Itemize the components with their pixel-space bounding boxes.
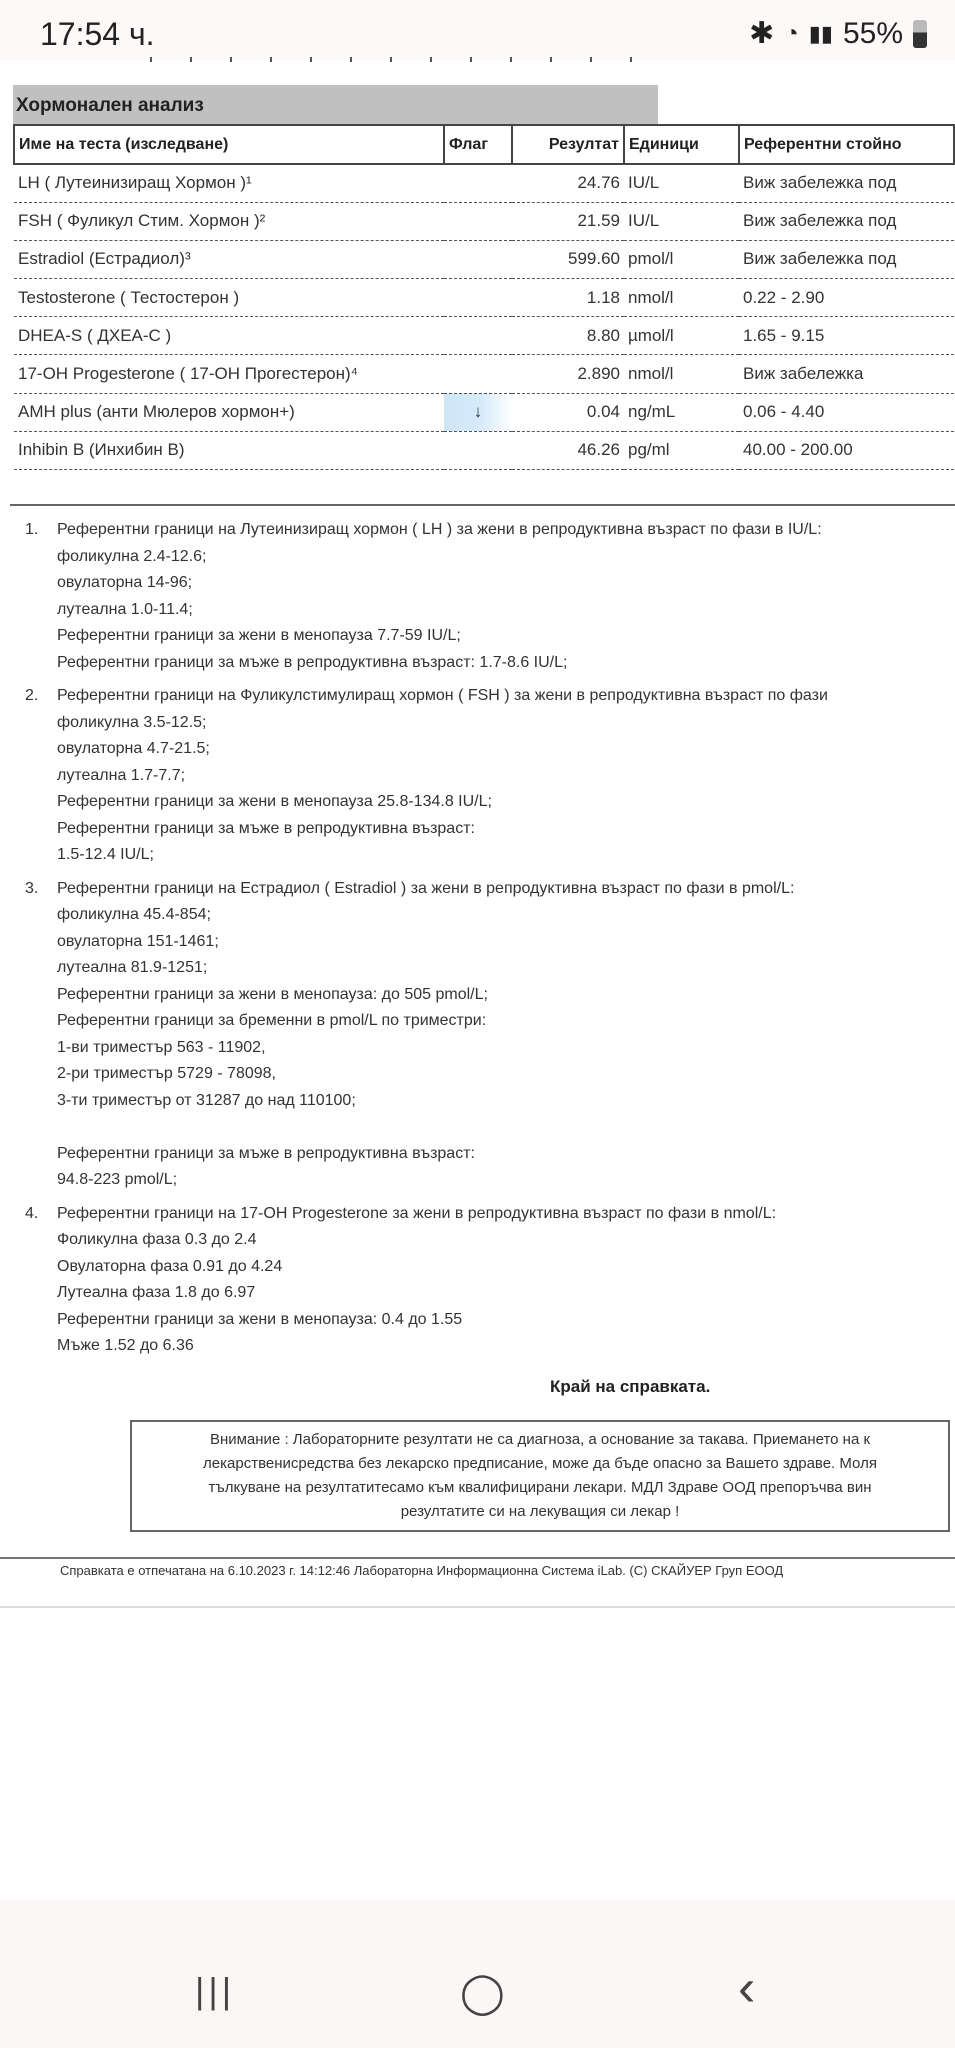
note-line: Референтни граници за бременни в pmol/L по триместри: bbox=[57, 1012, 487, 1029]
table-header bbox=[14, 125, 954, 164]
note-line: Референтни граници за жени в менопауза: 0.4 до 1.55 bbox=[57, 1310, 463, 1328]
footer-text: Справката е отпечатана на 6.10.2023 г. 14:12:46 Лабораторна Информационна Система iLab. (С) СКАЙУЕР Груп ЕООД bbox=[60, 1563, 784, 1578]
table-row bbox=[14, 202, 954, 240]
note-item bbox=[25, 1201, 950, 1360]
note-line: овулаторна 14-96; bbox=[57, 574, 193, 591]
note-line: Референтни граници за мъже в репродуктивна възраст: bbox=[57, 819, 475, 837]
cell-ref: Виж забележка под bbox=[739, 202, 954, 240]
table-row bbox=[14, 279, 954, 317]
note-line: Референтни граници за мъже в репродуктивна възраст: 1.7-8.6 IU/L; bbox=[57, 653, 568, 671]
note-line: 2-ри триместър 5729 - 78098, bbox=[57, 1065, 276, 1082]
note-item bbox=[25, 683, 950, 869]
note-number: 2. bbox=[25, 687, 39, 704]
status-icons bbox=[749, 16, 927, 51]
cell-result: 1.18 bbox=[512, 279, 624, 317]
cell-name: Testosterone ( Тестостерон ) bbox=[14, 279, 444, 317]
warning-line: тълкуване на резултатитесамо към квалифицирани лекари. МДЛ Здраве ООД препоръчва вин bbox=[208, 1479, 872, 1496]
note-line: Референтни граници за жени в менопауза 25.8-134.8 IU/L; bbox=[57, 793, 492, 810]
cell-units: nmol/l bbox=[624, 279, 739, 317]
note-line: фоликулна 45.4-854; bbox=[57, 906, 211, 923]
results-table bbox=[13, 124, 955, 470]
battery-percent: 55% bbox=[842, 16, 903, 50]
note-item bbox=[25, 517, 950, 676]
table-row bbox=[14, 393, 954, 431]
warning-line: резултатите си на лекуващия си лекар ! bbox=[400, 1503, 680, 1520]
cell-ref: Виж забележка под bbox=[739, 240, 954, 278]
cell-flag bbox=[444, 317, 512, 355]
note-line: Референтни граници на Лутеинизиращ хормон ( LH ) за жени в репродуктивна възраст по фази в IU/L: bbox=[57, 521, 822, 538]
note-item bbox=[25, 876, 950, 1194]
note-line: Референтни граници за жени в менопауза: до 505 pmol/L; bbox=[57, 985, 488, 1003]
note-line: Фоликулна фаза 0.3 до 2.4 bbox=[57, 1231, 257, 1248]
cell-flag: ↓ bbox=[444, 393, 512, 431]
table-row bbox=[14, 240, 954, 278]
note-line: 1-ви триместър 563 - 11902, bbox=[57, 1038, 266, 1056]
warning-line: лекарственисредства без лекарско предписание, може да бъде опасно за Вашето здраве. Моля bbox=[203, 1455, 877, 1472]
note-line: 3-ти триместър от 31287 до над 110100; bbox=[57, 1091, 356, 1109]
cell-units: pg/ml bbox=[624, 431, 739, 469]
note-line: овулаторна 151-1461; bbox=[57, 932, 219, 950]
status-bar bbox=[0, 0, 955, 60]
note-line: лутеална 1.7-7.7; bbox=[57, 766, 186, 784]
cell-flag bbox=[444, 355, 512, 393]
cell-units: IU/L bbox=[624, 202, 739, 240]
wifi-icon: ◔ bbox=[784, 19, 799, 47]
cell-name: AMH plus (анти Мюлеров хормон+) bbox=[14, 393, 444, 431]
cell-units: IU/L bbox=[624, 164, 739, 202]
warning-box bbox=[130, 1420, 950, 1532]
table-row bbox=[14, 355, 954, 393]
note-number: 3. bbox=[25, 879, 39, 897]
back-icon[interactable]: ‹ bbox=[738, 1959, 756, 2017]
col-flag: Флаг bbox=[444, 125, 512, 164]
note-number: 4. bbox=[25, 1204, 39, 1222]
cell-flag bbox=[444, 279, 512, 317]
cell-result: 46.26 bbox=[512, 431, 624, 469]
cell-name: Estradiol (Естрадиол)³ bbox=[14, 240, 444, 278]
clock: 17:54 ч. bbox=[40, 16, 155, 52]
reference-notes bbox=[25, 517, 950, 1367]
cell-result: 21.59 bbox=[512, 202, 624, 240]
cell-units: pmol/l bbox=[624, 240, 739, 278]
cell-units: nmol/l bbox=[624, 355, 739, 393]
recents-icon[interactable]: ||| bbox=[195, 1970, 236, 2011]
note-line: фоликулна 3.5-12.5; bbox=[57, 713, 207, 731]
home-icon[interactable]: ◯ bbox=[460, 1971, 505, 2015]
col-units: Единици bbox=[624, 125, 739, 164]
divider bbox=[10, 504, 955, 506]
note-line: овулаторна 4.7-21.5; bbox=[57, 740, 210, 757]
warning-line: Внимание : Лабораторните резултати не са диагноза, а основание за такава. Приемането на к bbox=[209, 1431, 871, 1448]
cell-result: 599.60 bbox=[512, 240, 624, 278]
cell-ref: 1.65 - 9.15 bbox=[739, 317, 954, 355]
cell-ref: 40.00 - 200.00 bbox=[739, 431, 954, 469]
note-line: лутеална 81.9-1251; bbox=[57, 959, 208, 976]
col-name: Име на теста (изследване) bbox=[14, 125, 444, 164]
note-line: 94.8-223 pmol/L; bbox=[57, 1171, 178, 1188]
cell-result: 24.76 bbox=[512, 164, 624, 202]
cell-ref: Виж забележка под bbox=[739, 164, 954, 202]
col-reference: Референтни стойно bbox=[739, 125, 954, 164]
note-line: Референтни граници на Фуликулстимулиращ хормон ( FSH ) за жени в репродуктивна възраст по фази bbox=[57, 687, 828, 704]
cell-name: 17-OH Progesterone ( 17-OH Прогестерон)⁴ bbox=[14, 355, 444, 393]
cell-flag bbox=[444, 240, 512, 278]
note-line: Мъже 1.52 до 6.36 bbox=[57, 1337, 194, 1354]
signal-icon: ▮▮ bbox=[808, 20, 833, 46]
cut-off-text bbox=[150, 57, 650, 62]
cell-flag bbox=[444, 431, 512, 469]
cell-result: 0.04 bbox=[512, 393, 624, 431]
end-of-report: Край на справката. bbox=[550, 1377, 711, 1396]
cell-name: DHEA-S ( ДХЕА-С ) bbox=[14, 317, 444, 355]
divider bbox=[0, 1557, 955, 1559]
cell-name: LH ( Лутеинизиращ Хормон )¹ bbox=[14, 164, 444, 202]
note-line: Лутеална фаза 1.8 до 6.97 bbox=[57, 1284, 256, 1301]
navigation-bar bbox=[0, 1900, 955, 2048]
note-line: Референтни граници на Естрадиол ( Estradiol ) за жени в репродуктивна възраст по фази в pmol/L: bbox=[57, 879, 795, 897]
note-line: 1.5-12.4 IU/L; bbox=[57, 846, 154, 863]
cell-units: ng/mL bbox=[624, 393, 739, 431]
note-line bbox=[57, 1114, 950, 1141]
note-line: лутеална 1.0-11.4; bbox=[57, 600, 193, 618]
cell-ref: Виж забележка bbox=[739, 355, 954, 393]
battery-icon bbox=[913, 20, 927, 48]
divider bbox=[0, 1606, 955, 1608]
note-line: Овулаторна фаза 0.91 до 4.24 bbox=[57, 1257, 283, 1275]
table-row bbox=[14, 164, 954, 202]
col-result: Резултат bbox=[512, 125, 624, 164]
note-number: 1. bbox=[25, 521, 39, 538]
note-line: фоликулна 2.4-12.6; bbox=[57, 547, 207, 565]
cell-flag bbox=[444, 164, 512, 202]
table-row bbox=[14, 317, 954, 355]
note-line: Референтни граници за жени в менопауза 7.7-59 IU/L; bbox=[57, 627, 461, 644]
bluetooth-icon: ✱ bbox=[749, 17, 775, 50]
cell-flag bbox=[444, 202, 512, 240]
cell-units: µmol/l bbox=[624, 317, 739, 355]
note-line: Референтни граници за мъже в репродуктивна възраст: bbox=[57, 1144, 475, 1162]
cell-result: 8.80 bbox=[512, 317, 624, 355]
cell-result: 2.890 bbox=[512, 355, 624, 393]
cell-ref: 0.22 - 2.90 bbox=[739, 279, 954, 317]
cell-ref: 0.06 - 4.40 bbox=[739, 393, 954, 431]
table-row bbox=[14, 431, 954, 469]
note-line: Референтни граници на 17-OH Progesterone за жени в репродуктивна възраст по фази в nmol/L: bbox=[57, 1204, 777, 1222]
section-title: Хормонален анализ bbox=[13, 85, 658, 124]
cell-name: FSH ( Фуликул Стим. Хормон )² bbox=[14, 202, 444, 240]
cell-name: Inhibin B (Инхибин B) bbox=[14, 431, 444, 469]
